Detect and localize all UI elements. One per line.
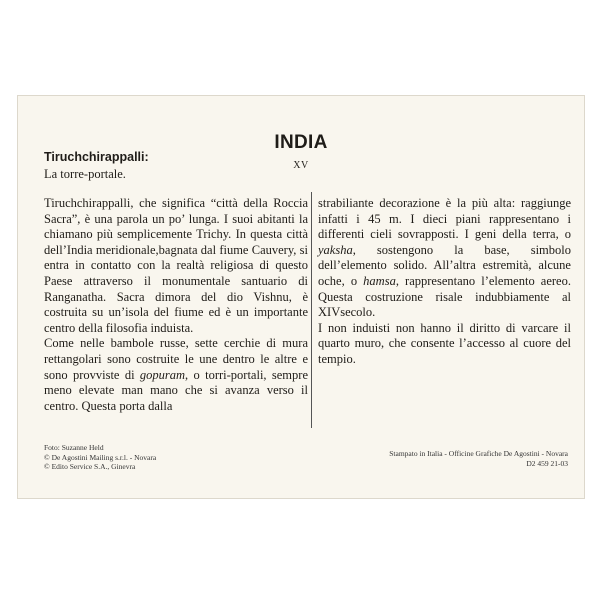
italic-term: gopuram bbox=[139, 367, 186, 382]
italic-term: yaksha bbox=[318, 242, 353, 257]
printer-line: Stampato in Italia - Officine Grafiche De Agostini - Novara bbox=[389, 449, 568, 458]
photo-credit: Foto: Suzanne Held bbox=[44, 443, 104, 452]
paragraph: Tiruchchirappalli, che significa “città della Roccia Sacra”, è una parola un po’ lunga. I suoi abitanti la chiamano più semplicemente Trichy. In questa città dell’India meridionale,bagnata dal fiume Cauvery, si entra in contatto con la realtà religiosa di questo Paese attraverso il monumentale santuario di Ranganatha. Sacra dimora del dio Vishnu, è costruita su un’isola del fiume ed è un importante centro della filosofia induista. bbox=[44, 196, 308, 335]
italic-term: hamsa bbox=[363, 273, 396, 288]
text-run: strabiliante decorazione è la più alta: raggiunge infatti i 45 m. I dieci piani rappresentano i differenti cieli sovrapposti. I geni della terra, o bbox=[318, 196, 571, 242]
card-subtitle: La torre-portale. bbox=[44, 167, 126, 181]
paragraph bbox=[318, 196, 571, 321]
postcard-back bbox=[17, 95, 585, 499]
printer-footer bbox=[389, 449, 568, 468]
volume-number: XV bbox=[293, 160, 309, 171]
text-run: , sostengono la base, simbolo dell’elemento solido. All’altra estremità, alcune oche, o bbox=[318, 242, 571, 288]
text-run: , o torri-portali, sempre meno elevate man mano che si avanza verso il centro. Questa porta dalla bbox=[44, 367, 308, 413]
copyright-line: © Edito Service S.A., Ginevra bbox=[44, 462, 136, 471]
left-text-column bbox=[44, 196, 308, 414]
text-run: , rappresentano l’elemento aereo. Questa costruzione risale indubbiamente al XIVsecolo. bbox=[318, 273, 571, 320]
country-title: INDIA bbox=[274, 132, 328, 153]
catalog-code: D2 459 21-03 bbox=[526, 458, 568, 468]
column-divider bbox=[311, 192, 312, 428]
text-run: Come nelle bambole russe, sette cerchie di mura rettangolari sono costruite le une dentro le altre e sono provviste di bbox=[44, 336, 308, 382]
paragraph: I non induisti non hanno il diritto di varcare il quarto muro, che consente l’accesso al cuore del tempio. bbox=[318, 320, 571, 366]
place-name: Tiruchchirappalli: bbox=[44, 150, 149, 164]
copyright-line: © De Agostini Mailing s.r.l. - Novara bbox=[44, 452, 157, 462]
paragraph bbox=[44, 336, 308, 414]
right-text-column bbox=[318, 196, 571, 368]
credits-footer bbox=[44, 443, 156, 472]
